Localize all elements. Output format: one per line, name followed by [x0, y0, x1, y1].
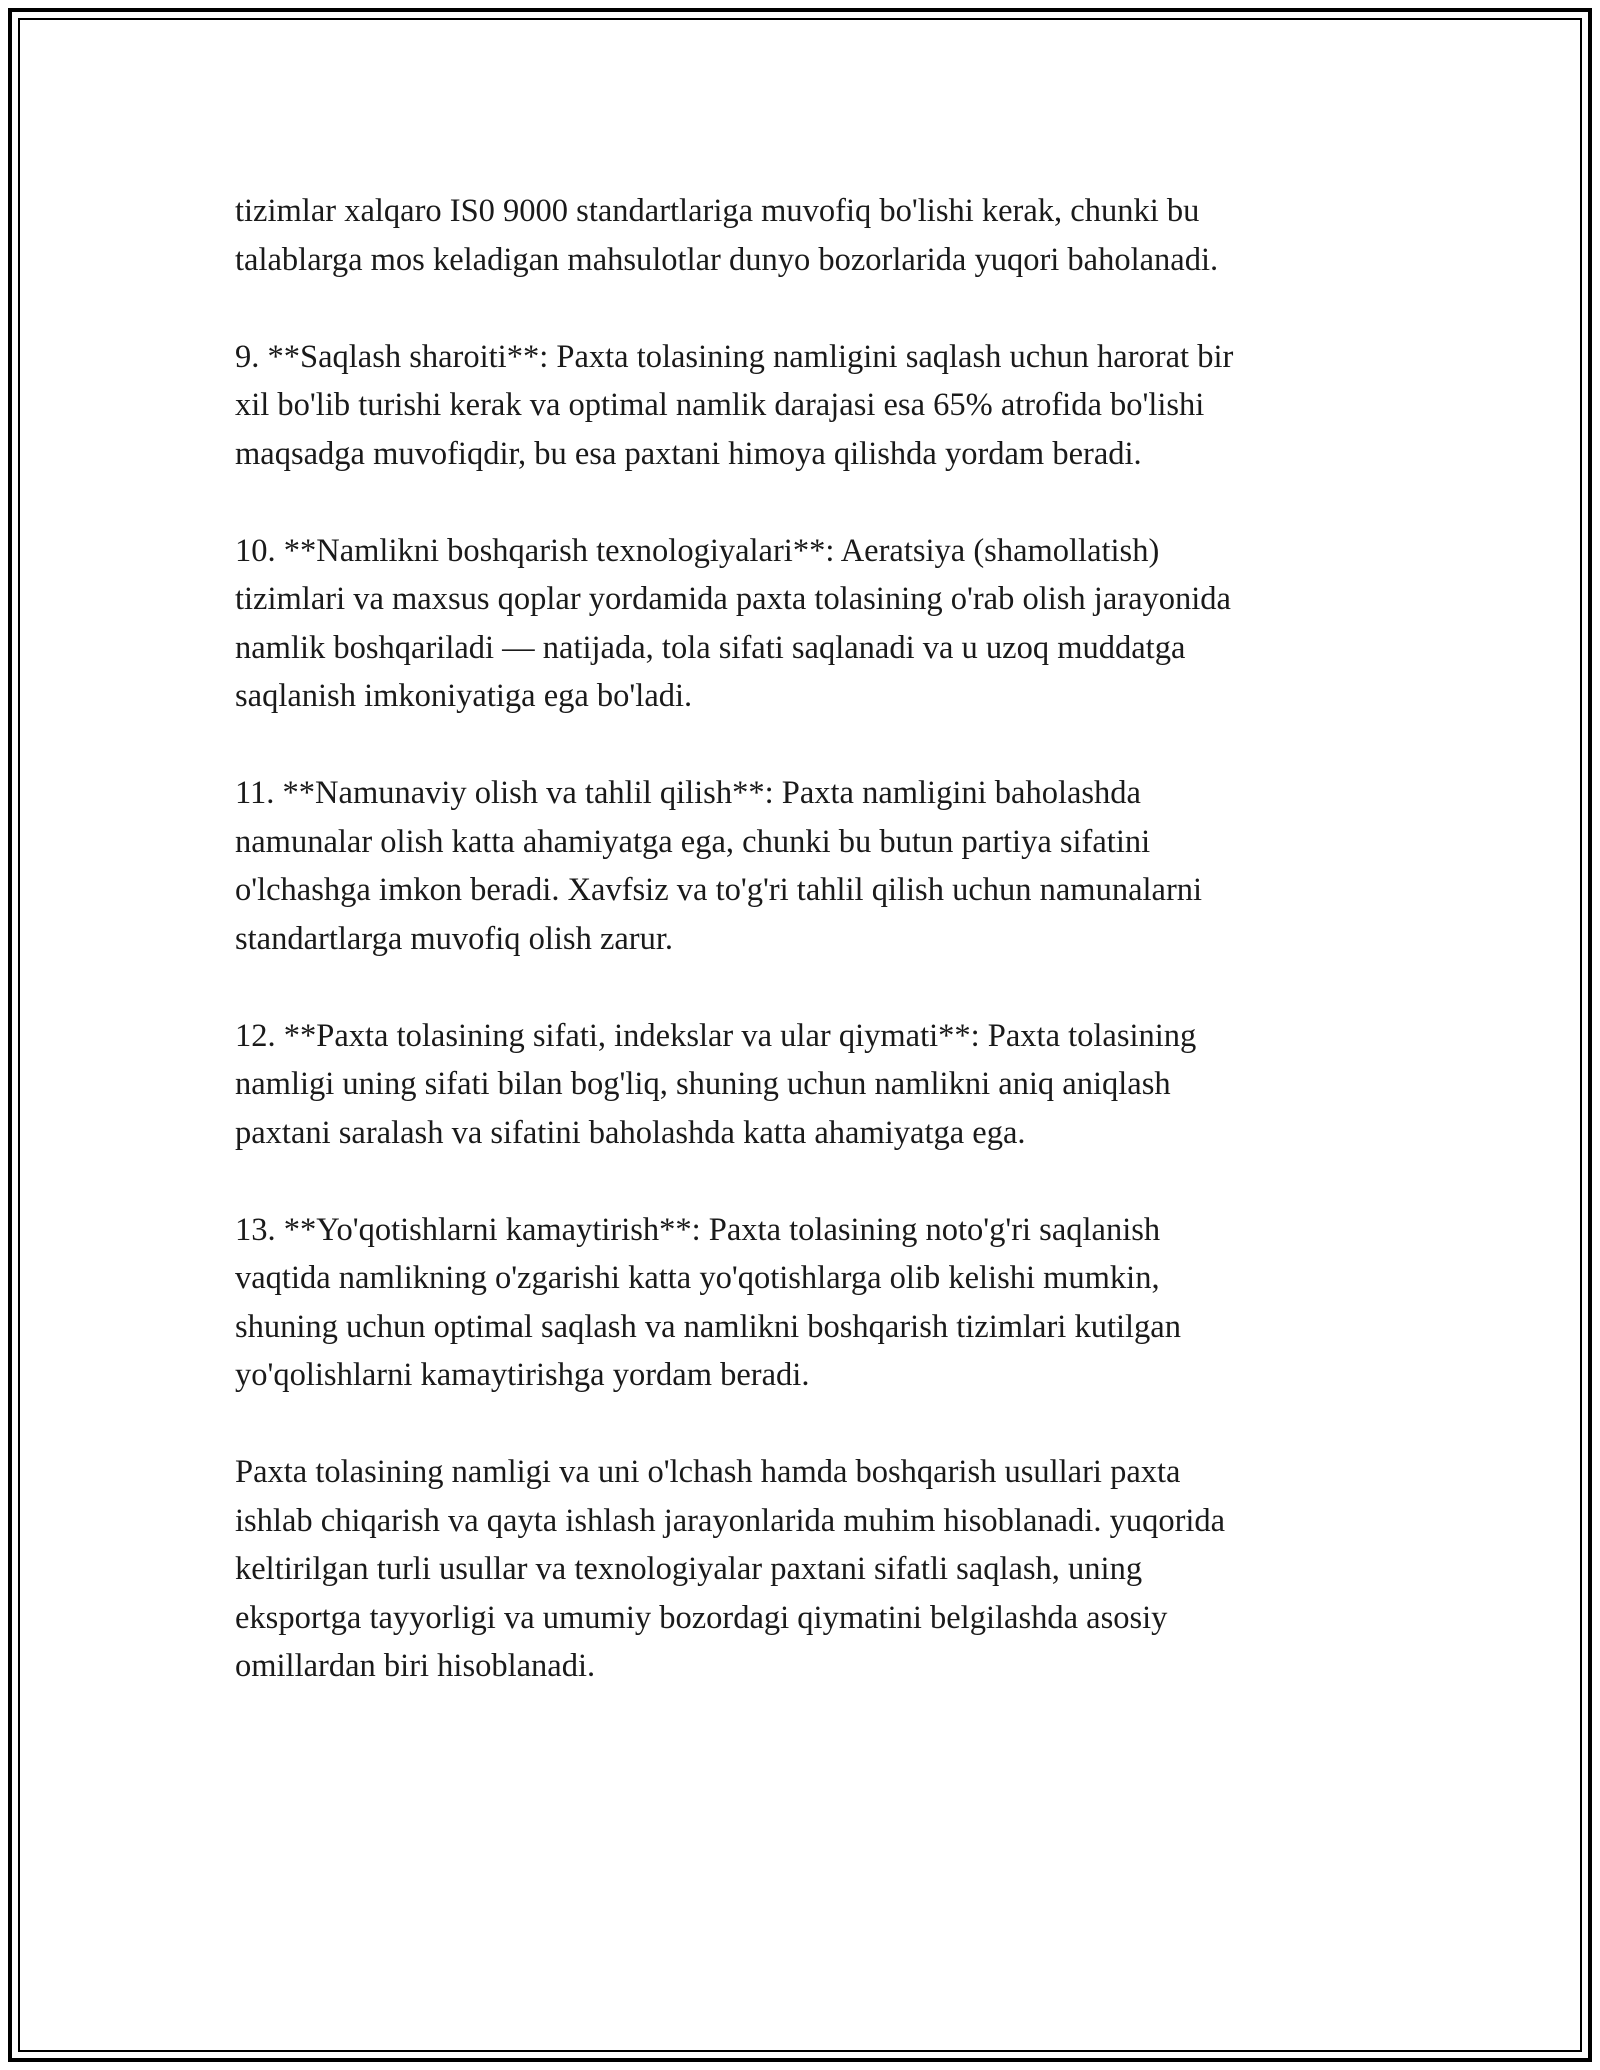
paragraph-item-12: 12. **Paxta tolasining sifati, indekslar va ular qiymati**: Paxta tolasining namligi uning sifati bilan bog'liq, shuning uchun namlikni aniq aniqlash paxtani saralash va sifatini baholashda katta ahamiyatga ega. — [235, 1017, 1197, 1151]
document-body — [235, 187, 1395, 1691]
paragraph-item-9: 9. **Saqlash sharoiti**: Paxta tolasining namligini saqlash uchun harorat bir xil bo'lib turishi kerak va optimal namlik darajasi esa 65% atrofida bo'lishi maqsadga muvofiqdir, bu esa paxtani himoya qilishda yordam beradi. — [235, 338, 1234, 472]
paragraph-conclusion: Paxta tolasining namligi va uni o'lchash hamda boshqarish usullari paxta ishlab chiqarish va qayta ishlash jarayonlarida muhim hisoblanadi. yuqorida keltirilgan turli usullar va texnologiyalar paxtani sifatli saqlash, uning eksportga tayyorligi va umumiy bozordagi qiymatini belgilashda asosiy omillardan biri hisoblanadi. — [235, 1454, 1226, 1684]
paragraph-intro-continuation: tizimlar xalqaro IS0 9000 standartlariga muvofiq bo'lishi kerak, chunki bu talablarga mos keladigan mahsulotlar dunyo bozorlarida yuqori baholanadi. — [235, 193, 1219, 278]
paragraph-item-10: 10. **Namlikni boshqarish texnologiyalari**: Aeratsiya (shamollatish) tizimlari va maxsus qoplar yordamida paxta tolasining o'rab olish jarayonida namlik boshqariladi — natijada, tola sifati saqlanadi va u uzoq muddatga saqlanish imkoniyatiga ega bo'ladi. — [235, 532, 1231, 714]
paragraph-item-11: 11. **Namunaviy olish va tahlil qilish**: Paxta namligini baholashda namunalar olish katta ahamiyatga ega, chunki bu butun partiya sifatini o'lchashga imkon beradi. Xavfsiz va to'g'ri tahlil qilish uchun namunalarni standartlarga muvofiq olish zarur. — [235, 775, 1203, 957]
paragraph-item-13: 13. **Yo'qotishlarni kamaytirish**: Paxta tolasining noto'g'ri saqlanish vaqtida namlikning o'zgarishi katta yo'qotishlarga olib kelishi mumkin, shuning uchun optimal saqlash va namlikni boshqarish tizimlari kutilgan yo'qolishlarni kamaytirishga yordam beradi. — [235, 1211, 1181, 1393]
